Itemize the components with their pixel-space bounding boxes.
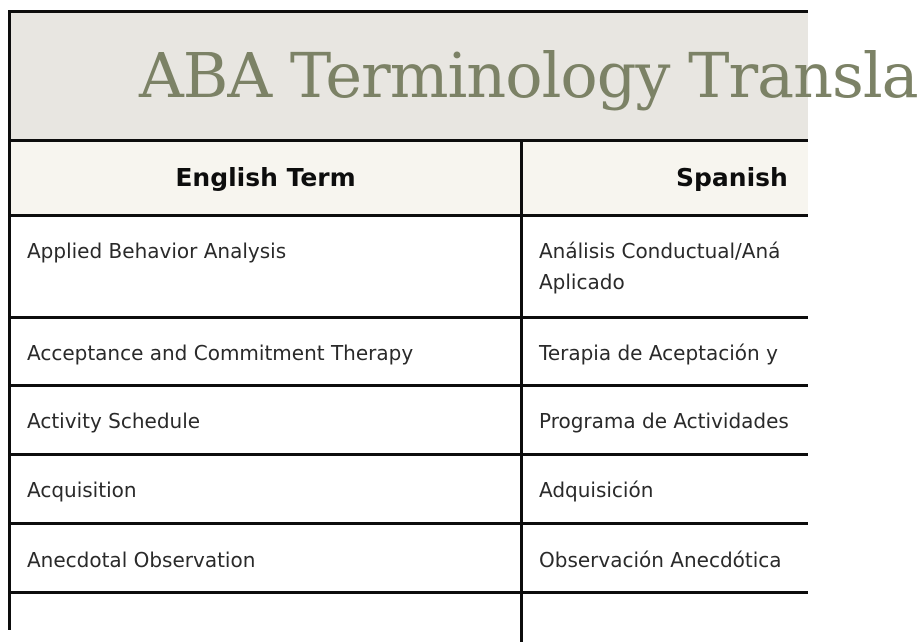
- spanish-term: Terapia de Aceptación y: [539, 341, 778, 365]
- page-title: ABA Terminology Transla: [139, 39, 918, 112]
- english-term: Acquisition: [27, 478, 137, 502]
- english-term: Anecdotal Observation: [27, 548, 256, 572]
- table-row: [11, 456, 808, 525]
- table-row: [11, 525, 808, 594]
- column-header-english: English Term: [175, 163, 356, 192]
- english-term: Applied Behavior Analysis: [27, 239, 287, 263]
- table-header-row: [11, 142, 808, 217]
- spanish-term: Análisis Conductual/Aná: [539, 239, 781, 263]
- column-header-spanish: Spanish: [676, 163, 788, 192]
- translation-table: [8, 10, 918, 630]
- spanish-term-continued: Aplicado: [539, 270, 625, 294]
- column-divider: [520, 142, 523, 642]
- spanish-term: Adquisición: [539, 478, 654, 502]
- spanish-term: Programa de Actividades: [539, 409, 789, 433]
- title-banner: [11, 13, 918, 142]
- english-term: Activity Schedule: [27, 409, 201, 433]
- spanish-term: Observación Anecdótica: [539, 548, 782, 572]
- english-term: Acceptance and Commitment Therapy: [27, 341, 414, 365]
- table-row: [11, 387, 808, 456]
- table-row: [11, 319, 808, 387]
- table-row: [11, 217, 808, 319]
